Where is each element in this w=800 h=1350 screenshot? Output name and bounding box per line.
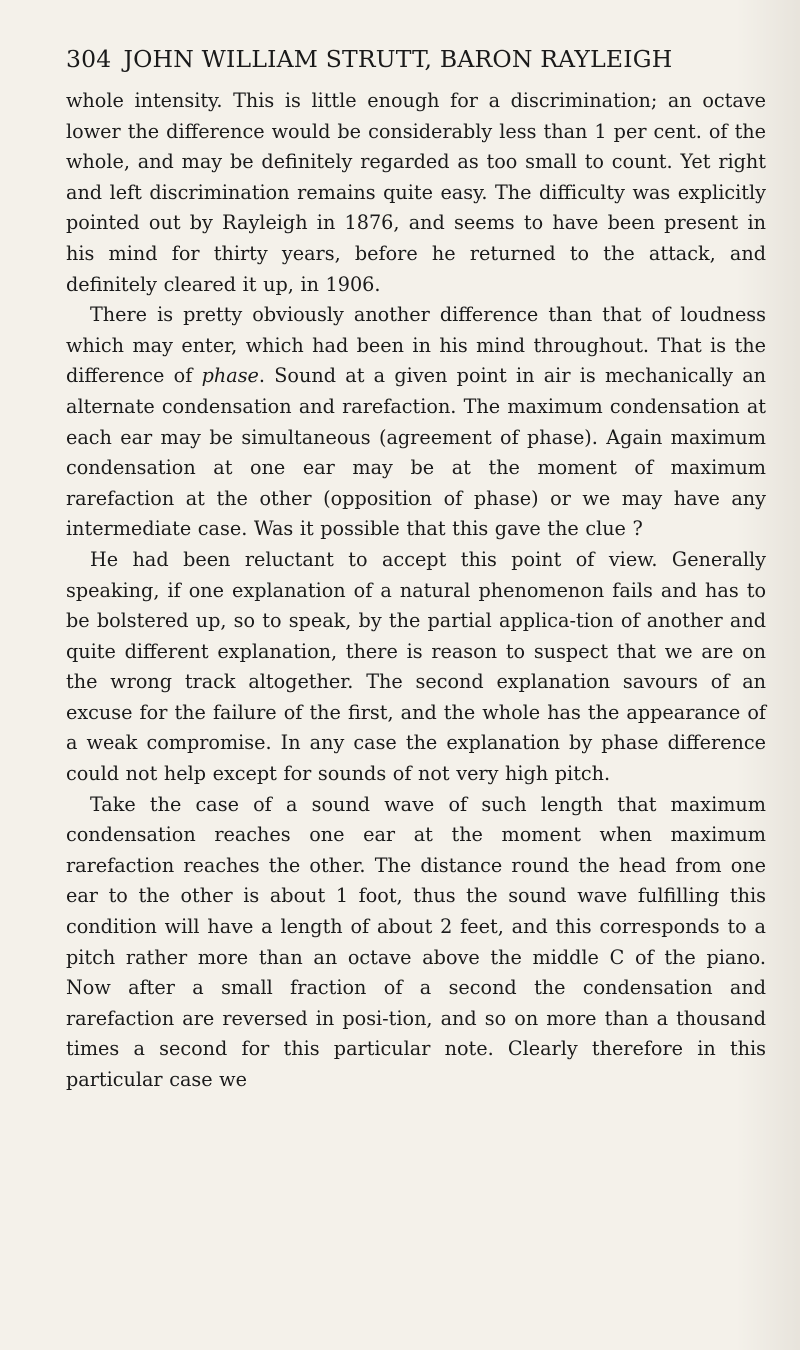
chapter-title: JOHN WILLIAM STRUTT, BARON RAYLEIGH [123,45,673,73]
paragraph-continued: whole intensity. This is little enough for a discrimination; an octave lower the difference would be considerably less than 1 per cent. of the whole, and may be definitely regarded as too small to count. Yet right and left discrimination remains quite easy. The difficulty was explicitly pointed out by Rayleigh in 1876, and seems to have been present in his mind for thirty years, before he returned to the attack, and definitely cleared it up, in 1906. [66,89,766,296]
paragraph-phase-after: . Sound at a given point in air is mechanically an alternate condensation and rarefaction. The maximum condensation at each ear may be simultaneous (agreement of phase). Again maximum condensation at one ear may be at the moment of maximum rarefaction at the other (opposition of phase) or we may have any intermediate case. Was it possible that this gave the clue ? [66,364,766,541]
phase-emphasis: phase [201,364,259,388]
paragraph-phase-before: There is pretty obviously another difference than that of loudness which may enter, which had been in his mind throughout. That is the difference of [66,303,766,388]
running-head [66,44,766,74]
page-number: 304 [66,45,112,73]
body-text [66,86,766,1096]
paragraph-sound-wave: Take the case of a sound wave of such length that maximum condensation reaches one ear at the moment when maximum rarefaction reaches the other. The distance round the head from one ear to the other is about 1 foot, thus the sound wave fulfilling this condition will have a length of about 2 feet, and this corresponds to a pitch rather more than an octave above the middle C of the piano. Now after a small fraction of a second the condensation and rarefaction are reversed in posi-tion, and so on more than a thousand times a second for this particular note. Clearly therefore in this particular case we [66,792,766,1091]
paragraph-phase [66,300,766,545]
paragraph-reluctance: He had been reluctant to accept this point of view. Generally speaking, if one explanation of a natural phenomenon fails and has to be bolstered up, so to speak, by the partial applica-tion of another and quite different explanation, there is reason to suspect that we are on the wrong track altogether. The second explanation savours of an excuse for the failure of the first, and the whole has the appearance of a weak compromise. In any case the explanation by phase difference could not help except for sounds of not very high pitch. [66,547,766,786]
